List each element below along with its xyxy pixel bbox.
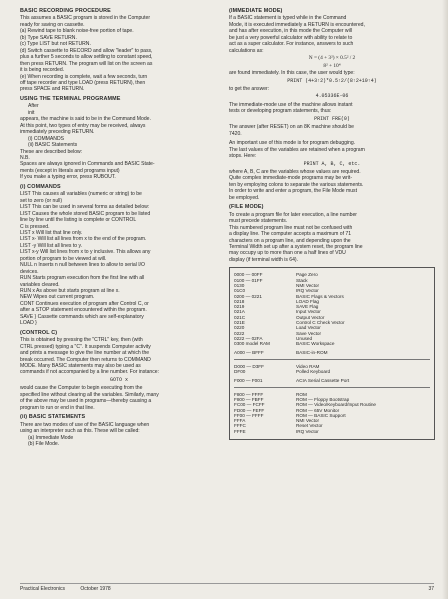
text-line: This assumes a BASIC program is stored in the Computer [20,15,150,22]
heading-using-terminal: USING THE TERMINAL PROGRAMME [20,95,121,102]
text-line: line by line until the listing is complete or CONTROL [20,217,137,224]
text-line: portion of program to be viewed at will. [20,255,107,262]
text-line: NEW Wipes out current program. [20,294,95,301]
text-line: act as a super calculator. For instance, answers to such [229,41,354,48]
memory-map-table [229,267,435,440]
heading-control-c: (CONTROL C) [20,329,58,336]
memory-region-label: ROM — Floppy Bootstrap [296,396,350,402]
memory-region-label: Load Vector [296,325,321,331]
memory-address: 021A [234,309,245,315]
memory-region-label: Input Vector [296,309,321,315]
text-line: display (if terminal width is 64). [229,256,298,263]
memory-region-label: Output Vector [296,314,325,320]
text-line: program to run or end in that line. [20,404,95,411]
text-line: ten by employing colons to separate the various statements. [229,181,364,188]
nb-notes [20,155,218,181]
memory-region-label: Reset Vector [296,423,323,429]
memory-region-label: BASIC Workspace [296,341,335,347]
memory-region-label: ACIA Serial Cassette Port [296,378,350,384]
memory-address: 0200 — 0221 [234,293,262,299]
statements-modes-list [20,435,218,448]
text-line: it is being recorded. [20,67,65,74]
text-line: be just a very powerful calculator with ability to relate to [229,34,353,41]
text-line: must precede statements. [229,218,288,225]
commands-list [20,136,218,149]
text-line: (ii) BASIC Statements [28,142,78,149]
text-line: LIST This can be used in several forms as detailed below: [20,204,150,211]
memory-map-row [234,341,430,346]
text-line: be employed. [229,194,260,201]
text-line: (c) Type LIST but not RETURN. [20,41,91,48]
memory-region-label: SAVE Flag [296,304,319,310]
memory-address: FFFC [234,423,246,429]
print-vars-code: PRINT A, B, C, etc. [303,160,361,167]
found-line: are found immediately. In this case, the user would type: [229,70,355,77]
memory-map-row [234,369,430,374]
text-line: plus a further 5 seconds to allow settling to constant speed, [20,54,153,61]
return-line: to get the answer: [229,85,270,92]
text-line: (b) Type SAVE RETURN. [20,34,77,41]
memory-region-label: BASIC-in-ROM [296,350,328,356]
text-line: In order to write and enter a program, the File Mode must [229,188,357,195]
text-line: init [28,109,35,116]
text-line: N.B. [20,154,30,161]
text-line: after a STOP statement encountered within the program. [20,307,147,314]
memory-address: FFFA [234,418,246,424]
memory-address: FC00 — FCFF [234,402,265,408]
page-footer [20,583,434,592]
file-paragraph [229,212,435,264]
memory-address: 0222 [234,330,245,336]
text-line: variables cleared. [20,281,60,288]
print-formula-code: PRINT (4+3↑2)*0.5↑2/(8↑2+10↑4) [287,77,377,84]
memory-region-label: Page Zero [296,272,318,278]
text-line: of the above may be used in programs—thereby causing a [20,398,152,405]
text-line: using an interpreter such as this. These will be called: [20,428,140,435]
memory-map-row [234,429,430,434]
text-line: If a BASIC statement is typed while in the Command [229,15,347,22]
text-line: LIST Causes the whole stored BASIC program to be listed [20,210,151,217]
text-line: After [28,103,39,110]
memory-address: FD00 — FEFF [234,407,265,413]
memory-address: 021C [234,314,246,320]
text-line: where A, B, C are the variables whose values are required. [229,168,361,175]
text-line: would cause the Computer to begin executing from the [20,385,143,392]
text-line: (d) Switch cassette to RECORD and allow "leader" to pass, [20,47,153,54]
heading-commands: (i) COMMANDS [20,183,61,190]
right-column [229,8,435,440]
memory-address: D000 — D3FF [234,363,264,369]
memory-address: F800 — FFFF [234,391,264,397]
text-line: The answer (after RESET) on an 8K machine should be [229,124,354,131]
memory-region-label: ROM — BASIC Support [296,412,346,418]
text-line: CONT Continues execution of program after Control C, or [20,300,149,307]
text-line: LIST x-y Will list lines from x to y inclusive. This allows any [20,249,151,256]
text-line: appears, the machine is said to be in the Command Mode. [20,116,151,123]
immediate-paragraph-3 [229,140,435,159]
memory-region-label: ROM — Video/Keyboard/Input Routine [296,402,377,408]
text-line: (e) When recording is complete, wait a few seconds, turn [20,73,148,80]
memory-address: 0218 [234,298,245,304]
statements-paragraph [20,422,218,435]
memory-map-row [234,350,430,355]
text-line: set to zero (or null) [20,197,63,204]
text-line: There are two modes of use of the BASIC language when [20,421,150,428]
text-line: RUN x As above but starts program at line x. [20,288,120,295]
text-line: The immediate-mode use of the machine allows instant [229,101,353,108]
text-line: RUN Starts program execution from the first line with all [20,275,145,282]
memory-address: F000 — F001 [234,378,263,384]
text-line: LIST x Will list that line only. [20,229,83,236]
formula-denominator: 8² + 10⁴ [323,62,341,69]
control-c-paragraph [20,337,218,376]
left-column [20,8,218,447]
after-lines [20,103,218,116]
text-line: a display line. The computer accepts a maximum of 71 [229,231,352,238]
memory-address: 01C0 [234,288,246,294]
bytes-paragraph [229,124,435,137]
text-line: MODE. Many BASIC statements may also be used as [20,363,141,370]
text-line: calculations as: [229,47,264,54]
text-line: specified line without clearing all the variables. Similarly, many [20,391,159,398]
memory-region-label: ROM [296,391,307,397]
memory-address: A000 — BFFF [234,350,264,356]
immediate-paragraph-2 [229,102,435,115]
memory-address: 0222 — 02FA [234,335,263,341]
footer-date: October 1978 [80,586,111,592]
text-line: LOAD } [20,320,37,327]
memory-region-label: Stack [296,277,308,283]
text-line: To create a program file for later execution, a line number [229,211,357,218]
memory-region-label: Control C Check Vector [296,319,345,325]
memory-address: FF00 — FFFF [234,412,264,418]
variables-paragraph [229,169,435,201]
heading-recording-procedure: BASIC RECORDING PROCEDURE [20,8,111,14]
text-line: may occupy up to more than one a half lines of VDU [229,250,346,257]
text-line: This is obtained by pressing the "CTRL" key, then (with [20,337,143,344]
memory-address: 0300 model RAM [234,341,270,347]
goto-example: GOTO x [110,376,128,383]
answer-value: 4.05336E-06 [315,93,349,100]
text-line: If you make a typing error, press RUBOUT. [20,174,116,181]
text-line: off tape recorder and type LOAD (press RETURN), then [20,79,146,86]
commands-described: These are described below: [20,148,83,155]
text-line: Mode, it is executed immediately a RETURN is encountered, [229,21,365,28]
print-fre-code: PRINT FRE(0) [314,115,350,122]
text-line: and has after execution, in this mode the Computer will [229,28,352,35]
memory-address: 021E [234,319,245,325]
text-line: devices. [20,268,39,275]
text-line: ready for saving on cassette. [20,21,85,28]
text-line: (a) Immediate Mode [28,434,74,441]
text-line: (b) File Mode. [28,441,60,447]
memory-address: 0100 — 01FF [234,277,263,283]
control-c-paragraph-2 [20,385,218,411]
text-line: LIST This causes all variables (numeric or string) to be [20,191,142,198]
recording-steps [20,28,218,93]
heading-basic-statements: (ii) BASIC STATEMENTS [20,414,86,421]
text-line: then press RETURN. The program will list on the screen as [20,60,153,67]
heading-immediate-mode: (IMMEDIATE MODE) [229,8,283,14]
commands-detail [20,191,218,327]
memory-address: DF00 [234,369,246,375]
text-line: The last values of the variables are retained when a program [229,146,365,153]
text-line: commands if not accompanied by a line number. For instance: [20,369,159,376]
memory-region-label: BASIC Flags & Vectors [296,293,344,299]
memory-address: 0219 [234,304,245,310]
text-line: break occurred. The Computer then returns to COMMAND [20,356,151,363]
text-line: NULL n Inserts n null between lines to allow to serial I/O [20,262,145,269]
footer-publication: Practical Electronics [20,586,66,592]
memory-address: FFFE [234,428,246,434]
text-line: press SPACE and RETURN. [20,86,85,93]
text-line: Spaces are always ignored in Commands and BASIC State- [20,161,155,168]
memory-region-label: Unused [296,335,313,341]
memory-region-label: ROM — 65V Monitor [296,407,340,413]
memory-region-label: NMI Vector [296,418,319,424]
memory-address: F800 — FBFF [234,396,264,402]
memory-region-label: Polled Keyboard [296,369,331,375]
commands-paragraph [20,116,218,135]
text-line: At this point, two types of entry may be received, always [20,122,146,129]
memory-region-label: Video RAM [296,363,320,369]
text-line: An important use of this mode is for program debugging. [229,140,356,147]
memory-region-label: LOAD Flag [296,298,320,304]
text-line: LIST -y Will list all lines to y. [20,242,82,249]
text-line: Terminal Width set up after a system reset, the program line [229,243,363,250]
scan-edge-shadow [442,0,448,599]
text-line: LIST x- Will list all lines from x to the end of the program. [20,236,147,243]
text-line: characters on a program line, and depending upon the [229,237,351,244]
text-line: immediately preceding RETURN. [20,129,95,136]
memory-address: 0220 [234,325,245,331]
text-line: (i) COMMANDS [28,135,64,142]
memory-region-label: NMI Vector [296,282,319,288]
memory-address: 0130 [234,282,245,288]
memory-region-label: Save Vector [296,330,322,336]
text-line: CTRL pressed) typing a "C". It suspends Computer activity [20,343,151,350]
text-line: SAVE } Cassette commands which are self-explanatory [20,313,144,320]
memory-map-row [234,378,430,383]
formula-numerator: N = (4 + 3²) × 0.5² / 2 [308,55,356,62]
heading-file-mode: (FILE MODE) [229,204,264,211]
memory-region-label: IRQ Vector [296,288,319,294]
text-line: (a) Rewind tape to blank noise-free portion of tape. [20,28,134,35]
memory-region-label: IRQ Vector [296,428,319,434]
text-line: C is pressed. [20,223,50,230]
text-line: and prints a message to give the line number at which the [20,350,150,357]
footer-page-number: 37 [428,586,434,592]
immediate-paragraph [229,15,435,54]
text-line: stops. Here: [229,153,257,160]
text-line: Quite complex immediate-mode programs may be writ- [229,175,352,182]
text-line: 7420. [229,130,242,137]
memory-address: 0000 — 00FF [234,272,263,278]
recording-intro [20,15,218,28]
text-line: tests or developing program statements, thus: [229,108,332,115]
text-line: ments (except in literals and programs input) [20,167,120,174]
text-line: This numbered program line must not be confused with [229,224,353,231]
